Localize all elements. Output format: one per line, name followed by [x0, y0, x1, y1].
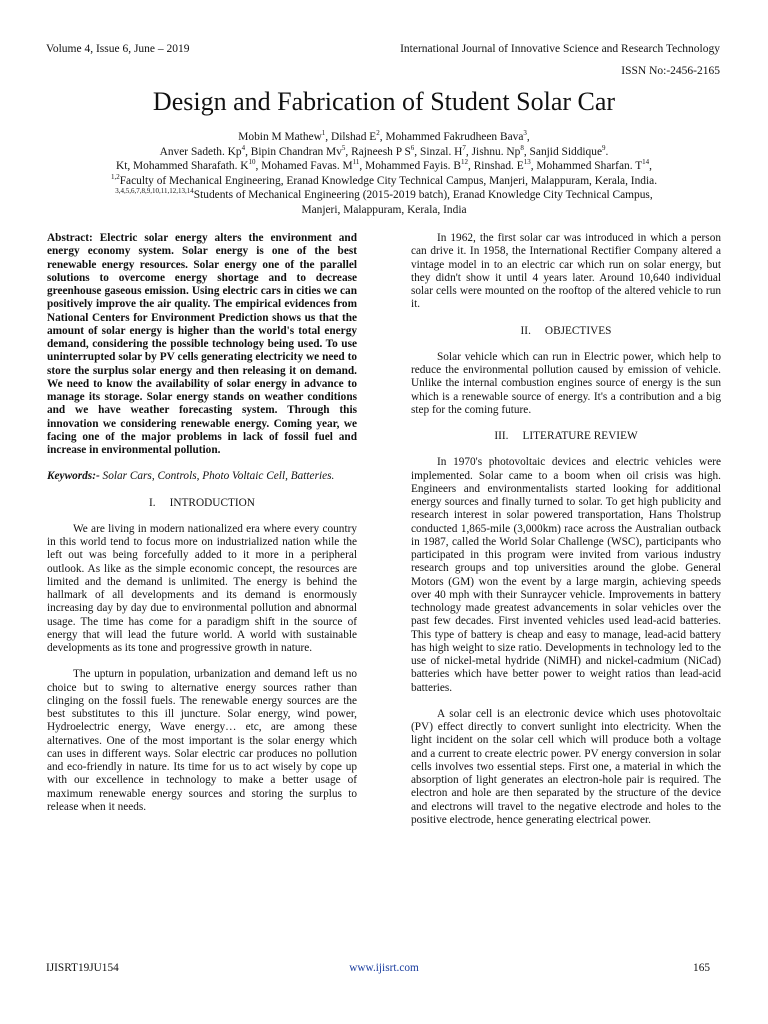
footer-paper-id: IJISRT19JU154 — [46, 962, 119, 974]
affiliation-2-sup: 3,4,5,6,7,8,9,10,11,12,13,14 — [115, 187, 194, 196]
abstract: Abstract: Electric solar energy alters the environment and energy economy system. Solar energy is one of the best renewable energy resources. Solar energy one of the parallel solutions to overcome energy shortage and to decrease greenhouse gaseous emission. Using electric cars in cities we can positively improve the air quality. The empirical evidences from National Centers for Environment Prediction shows us that the amount of solar energy is higher than the world's total energy demand, considering the possible technology being used. To use uninterrupted solar by PV cells generating electricity we need to store the surplus solar energy and then releasing it on demand. We need to know the availability of solar energy in advance to manage its storage. Solar energy stands on weather conditions and we have weather forecasting system. Through this innovation we considering renewable energy. Coming year, we facing one of the major problems in lack of fossil fuel and increase in environmental pollution. — [47, 232, 357, 456]
author-sup: 1 — [321, 129, 326, 138]
author-separator: , — [255, 160, 262, 173]
keywords-label: Keywords:- — [47, 470, 100, 483]
author-separator: , — [379, 131, 386, 143]
author-separator: , — [530, 160, 537, 173]
affiliation-2-cont: Manjeri, Malappuram, Kerala, India — [301, 203, 467, 216]
literature-paragraph-1: In 1970's photovoltaic devices and electric vehicles were implemented. Solar came to a boom when oil crisis was high. Engineers and environmentalists started looking for additional energy sources and finally turned to solar. To get high publicity and research interest in solar powered transportation, Hans Tholstrup conducted 1,865-mile (3,000km) race across the Australian outback in 1987, called the World Solar Challenge (WSC), participants who participated in this program were invited from various industry research groups and top universities around the globe. General Motors (GM) won the event by a large margin, achieving speeds over 40 mph with their Sunraycer vehicle. Improvements in battery technology made greatest advancements in solar vehicles over the past few decades. First invented vehicles used lead-acid batteries. This type of battery is cheap and easy to manage, lead-acid battery has high weight to size ratio. Developments in technology led to the use of nickel-metal hydride (NiMH) and nickel-cadmium (NiCad) batteries which have better power to weight ratios than lead-acid batteries. — [411, 456, 721, 694]
author-separator: . — [605, 145, 609, 158]
objectives-paragraph: Solar vehicle which can run in Electric power, which help to reduce the environmental pollution caused by emission of vehicle. Unlike the internal combustion engines source of energy is the sun which is a renewable source of energy. It's a contribution and a big step for the coming future. — [411, 350, 721, 416]
author-name: Mohammed Fakrudheen Bava — [385, 131, 524, 143]
page-number: 165 — [693, 962, 710, 974]
author-separator: , — [414, 145, 420, 158]
section-heading-introduction — [47, 497, 357, 510]
author-name: Mohammed Fayis. B — [365, 160, 461, 173]
author-sup: 7 — [462, 143, 466, 152]
author-name: Anver Sadeth. Kp — [159, 145, 242, 158]
intro-paragraph-3: In 1962, the first solar car was introduced in which a person can drive it. In 1958, the International Rectifier Company altered a vintage model in to an electric car which run on solar energy, but they didn't show it until 4 years later. Around 10,640 individual solar cells were mounted on the rooftop of the altered vehicle to run it. — [411, 232, 721, 311]
author-name: Jishnu. Np — [471, 145, 521, 158]
affiliation-1-text: Faculty of Mechanical Engineering, Eranad Knowledge City Technical Campus, Manjeri, Malappuram, Kerala, India. — [119, 174, 658, 187]
author-line-3 — [56, 159, 712, 174]
author-sup: 10 — [248, 158, 256, 167]
author-sup: 2 — [376, 129, 380, 138]
affiliation-2-text: Students of Mechanical Engineering (2015-2019 batch), Eranad Knowledge City Technical Campus, — [193, 189, 653, 202]
author-separator: , — [325, 131, 331, 143]
issn: ISSN No:-2456-2165 — [621, 65, 720, 77]
author-separator: , — [523, 145, 530, 158]
author-sup: 9 — [602, 143, 606, 152]
right-column — [411, 232, 721, 840]
section-heading-objectives — [411, 325, 721, 338]
author-name: Kt, Mohammed Sharafath. K — [115, 160, 249, 173]
author-separator: , — [359, 160, 366, 173]
author-separator: , — [245, 145, 251, 158]
affiliation-1 — [56, 174, 712, 189]
journal-name: International Journal of Innovative Science and Research Technology — [400, 43, 720, 55]
author-name: Sinzal. H — [420, 145, 463, 158]
author-sup: 3 — [523, 129, 527, 138]
paper-title: Design and Fabrication of Student Solar Car — [152, 87, 616, 116]
author-line-2 — [56, 145, 712, 160]
section-title: INTRODUCTION — [169, 496, 255, 509]
author-sup: 13 — [523, 158, 531, 167]
intro-paragraph-1: We are living in modern nationalized era where every country in this world tend to focus more on industrialized nation while the left out was being forcefully added to it more in a peripheral outlook. As like as the simple economic concept, the resources are limited and the demand is unlimited. The energy is behind the hallmark of all developments and its demand is enormously increasing day by day due to environmental pollution and abnormal usage. The time has come for a paradigm shift in the source of energy that will lead the future world. A world with sustainable developments as its tone and progressive growth in nature. — [47, 522, 357, 654]
author-separator: , — [649, 160, 653, 173]
author-separator: , — [526, 131, 530, 143]
section-number: I. — [149, 496, 156, 509]
author-name: Sanjid Siddique — [529, 145, 603, 158]
section-title: LITERATURE REVIEW — [522, 430, 638, 442]
section-title: OBJECTIVES — [544, 324, 612, 337]
footer-website-link[interactable]: www.ijisrt.com — [349, 962, 419, 974]
section-number: III. — [494, 430, 509, 442]
author-name: Bipin Chandran Mv — [250, 145, 342, 158]
author-sup: 8 — [520, 143, 524, 152]
author-name: Mohamed Favas. M — [261, 160, 353, 173]
author-name: Mobin M Mathew — [238, 131, 322, 143]
author-sup: 11 — [352, 158, 360, 167]
literature-paragraph-2: A solar cell is an electronic device which uses photovoltaic (PV) effect directly to convert sunlight into electricity. When the light incident on the solar cell which will produce both a voltage and a current to create electric power. PV energy conversion in solar cells involves two essential steps. First one, a material in which the absorption of light generates an electron-hole pair is required. The electron and hole are then separated by the structure of the device and electrons will travel to the negative electrode and holes to the positive electrode, hence generating electrical power. — [411, 707, 721, 826]
author-name: Dilshad E — [331, 131, 377, 143]
keywords-text: Solar Cars, Controls, Photo Voltaic Cell, Batteries. — [99, 470, 335, 483]
author-separator: , — [345, 145, 352, 158]
author-block — [56, 130, 712, 218]
volume-info: Volume 4, Issue 6, June – 2019 — [46, 43, 190, 55]
author-name: Rinshad. E — [473, 160, 524, 173]
author-separator: , — [465, 145, 472, 158]
left-column — [47, 232, 357, 827]
author-separator: , — [467, 160, 474, 173]
section-number: II. — [520, 324, 531, 337]
author-sup: 12 — [460, 158, 468, 167]
author-line-1 — [56, 130, 712, 145]
author-sup: 5 — [341, 143, 346, 152]
affiliation-2 — [56, 188, 712, 203]
section-heading-literature-review — [411, 430, 721, 443]
affiliation-1-sup: 1,2 — [110, 172, 120, 181]
intro-paragraph-2: The upturn in population, urbanization and demand left us no choice but to swing to alternative energy sources rather than clinging on the fossil fuels. The renewable energy sources are the best substitutes to this ill juncture. Solar energy, wind power, Hydroelectric energy, Wave energy… etc, are among these alternatives. One of the most important is the solar energy which can uses in different ways. Solar electric car produces no pollution and eco-friendly in nature. Its time for us to act wisely by cope up with our excellence in technology to make a better usage of maximum renewable energy sources and storing the surplus to release when it needs. — [47, 668, 357, 813]
author-sup: 4 — [241, 143, 246, 152]
author-sup: 14 — [642, 158, 650, 167]
author-sup: 6 — [410, 143, 415, 152]
author-name: Rajneesh P S — [351, 145, 411, 158]
keywords — [47, 470, 357, 483]
author-name: Mohammed Sharfan. T — [536, 160, 643, 173]
